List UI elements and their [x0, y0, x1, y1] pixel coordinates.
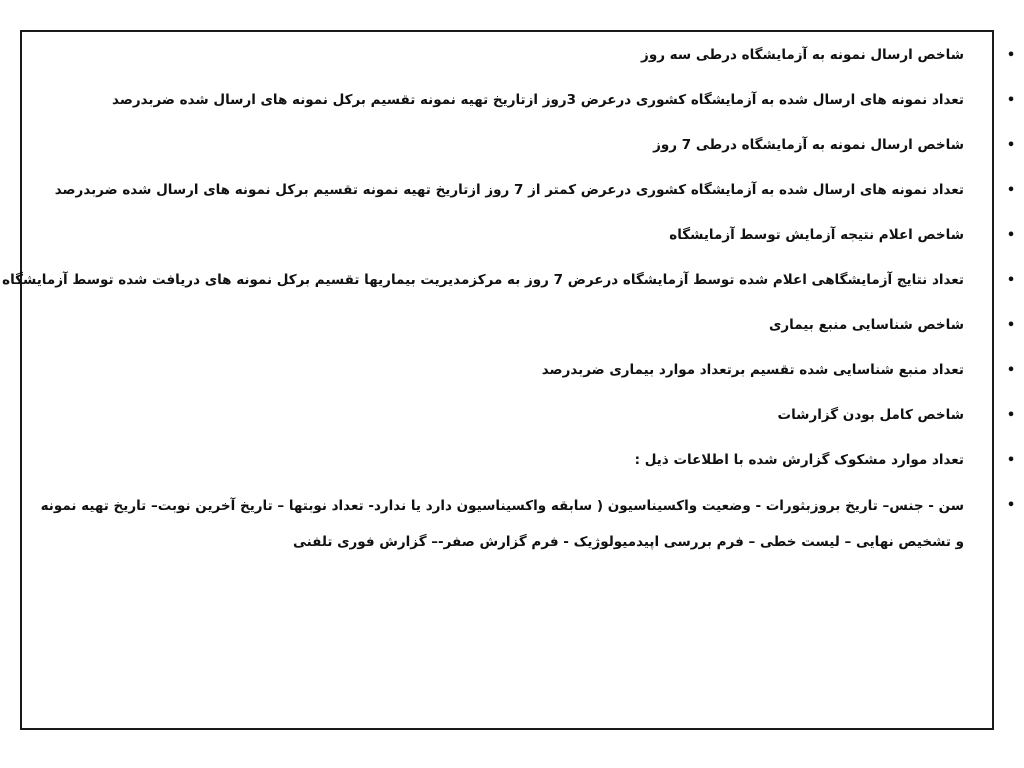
list-item — [34, 450, 1016, 471]
list-item-text: شاخص کامل بودن گزارشات — [777, 407, 964, 423]
bullet-icon: • — [1006, 273, 1016, 288]
list-item-text: شاخص ارسال نمونه به آزمایشگاه درطی سه روز — [641, 47, 964, 63]
list-item-text: تعداد نمونه های ارسال شده به آزمایشگاه کشوری درعرض کمتر از 7 روز ازتاریخ تهیه نمونه تقسیم برکل نمونه های ارسال شده ضربدرصد — [54, 182, 964, 198]
list-item — [34, 315, 1016, 336]
list-item — [34, 135, 1016, 156]
list-item-text: شاخص شناسایی منبع بیماری — [769, 317, 964, 333]
bullet-icon: • — [1006, 498, 1016, 513]
list-item — [34, 180, 1016, 201]
list-item-text: تعداد موارد مشکوک گزارش شده با اطلاعات ذیل : — [634, 452, 964, 468]
list-item-text: تعداد نتایج آزمایشگاهی اعلام شده توسط آزمایشگاه درعرض 7 روز به مرکزمدیریت بیماریها تقسیم برکل نمونه های دریافت شده توسط آزمایشگاه — [2, 272, 964, 288]
list-item-text: تعداد نمونه های ارسال شده به آزمایشگاه کشوری درعرض 3روز ازتاریخ تهیه نمونه تقسیم برکل نمونه های ارسال شده ضربدرصد — [112, 92, 964, 108]
bullet-icon: • — [1006, 363, 1016, 378]
bullet-icon: • — [1006, 318, 1016, 333]
indicator-list — [2, 45, 1016, 584]
list-item-text: شاخص اعلام نتیجه آزمایش توسط آزمایشگاه — [669, 227, 964, 243]
list-item — [34, 90, 1016, 111]
bullet-icon: • — [1006, 228, 1016, 243]
list-item-text: شاخص ارسال نمونه به آزمایشگاه درطی 7 روز — [653, 137, 964, 153]
list-item — [2, 270, 1016, 291]
bullet-icon: • — [1006, 183, 1016, 198]
bullet-icon: • — [1006, 93, 1016, 108]
list-item-text: تعداد منبع شناسایی شده تقسیم برتعداد موارد بیماری ضربدرصد — [541, 362, 964, 378]
bullet-icon: • — [1006, 138, 1016, 153]
list-item — [34, 45, 1016, 66]
list-item — [34, 405, 1016, 426]
bullet-icon: • — [1006, 453, 1016, 468]
list-item — [34, 360, 1016, 381]
list-item — [34, 225, 1016, 246]
list-item-text: سن - جنس– تاریخ بروزبثورات - وضعیت واکسیناسیون ( سابقه واکسیناسیون دارد یا ندارد- تعداد نوبتها – تاریخ آخرین نوبت– تاریخ تهیه نمونه و تشخیص نهایی – لیست خطی – فرم بررسی اپیدمیولوژیک - فرم گزارش صفر-– گزارش فوری تلفنی — [40, 498, 964, 550]
bullet-icon: • — [1006, 408, 1016, 423]
bullet-icon: • — [1006, 48, 1016, 63]
list-item — [34, 488, 1016, 560]
